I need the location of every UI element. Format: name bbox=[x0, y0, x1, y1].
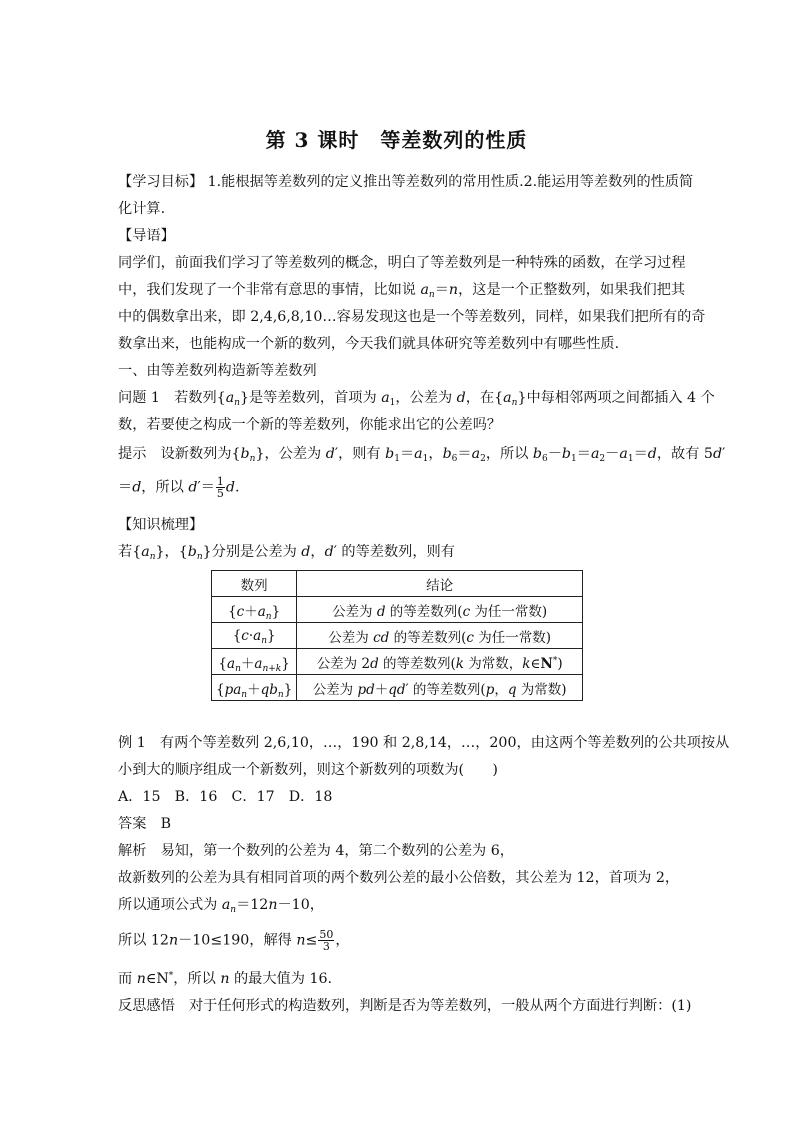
knowledge-label: 【知识梳理】 bbox=[118, 517, 204, 533]
table-cell-sequence: $\{c\cdot a_n\}$ bbox=[212, 623, 297, 649]
table-header-row bbox=[212, 571, 583, 597]
table-cell-sequence: $\{a_n+a_{n+k}\}$ bbox=[212, 649, 297, 675]
fraction-one-fifth: $\frac{1}{5}$ bbox=[216, 475, 224, 500]
reflection-label: 反思感悟 bbox=[118, 998, 175, 1014]
example1-label: 例 1 bbox=[118, 735, 146, 751]
page-title: 第 3 课时 等差数列的性质 bbox=[265, 128, 528, 152]
objective-line-2: 化计算. bbox=[118, 201, 166, 217]
table-cell-conclusion: 公差为 pd＋qd′ 的等差数列(p，q 为常数) bbox=[297, 675, 583, 701]
table-row bbox=[212, 597, 583, 623]
fraction-fifty-thirds: $\frac{50}{3}$ bbox=[319, 928, 334, 953]
table-cell-conclusion: 公差为 2d 的等差数列(k 为常数，k∈N*) bbox=[297, 649, 583, 675]
section-heading: 一、由等差数列构造新等差数列 bbox=[118, 363, 317, 379]
table-cell-sequence: $\{c+a_n\}$ bbox=[212, 597, 297, 623]
table-row bbox=[212, 675, 583, 701]
table-cell-sequence: $\{pa_n+qb_n\}$ bbox=[212, 675, 297, 701]
table-row bbox=[212, 623, 583, 649]
problem1-line-2: 数，若要使之构成一个新的等差数列，你能求出它的公差吗？ bbox=[118, 417, 502, 433]
table-row bbox=[212, 649, 583, 675]
example1-line-2: 小到大的顺序组成一个新数列，则这个新数列的项数为( ) bbox=[118, 762, 498, 778]
knowledge-intro: 若$\{a_n\}$，$\{b_n\}$分别是公差为 d，d′ 的等差数列，则有 bbox=[118, 544, 455, 562]
objective-label: 【学习目标】 bbox=[118, 174, 204, 190]
example1-line-1: 例 1 有两个等差数列 2,6,10，…，190 和 2,8,14，…，200，由这两个等差数列的公共项按从 bbox=[118, 735, 730, 751]
hint-line-1: 提示 设新数列为$\{b_n\}$，公差为 d′，则有 $b_1=a_1$，$b_6=a_2$，所以 $b_6-b_1=a_2-a_1=d$，故有 5d′ bbox=[118, 446, 726, 464]
analysis-line-2: 故新数列的公差为具有相同首项的两个数列公差的最小公倍数，其公差为 12，首项为 2， bbox=[118, 870, 680, 886]
hint-label: 提示 bbox=[118, 446, 147, 462]
table-header: 结论 bbox=[297, 571, 583, 597]
table-header: 数列 bbox=[212, 571, 297, 597]
intro-line-4: 数拿出来，也能构成一个新的数列，今天我们就具体研究等差数列中有哪些性质. bbox=[118, 336, 620, 352]
problem1-line-1: 问题 1 若数列$\{a_n\}$是等差数列，首项为 $a_1$，公差为 d，在$\{a_n\}$中每相邻两项之间都插入 4 个 bbox=[118, 390, 715, 408]
properties-table bbox=[211, 570, 583, 701]
example1-options: A．15 B．16 C．17 D．18 bbox=[118, 789, 333, 805]
analysis-line-3: 所以通项公式为 $a_n=12n-10$， bbox=[118, 897, 324, 915]
analysis-line-1: 解析 易知，第一个数列的公差为 4，第二个数列的公差为 6， bbox=[118, 843, 514, 859]
intro-line-2: 中，我们发现了一个非常有意思的事情，比如说 $a_n=n$，这是一个正整数列，如果我们把其 bbox=[118, 282, 686, 300]
analysis-line-5: 而 n∈N*，所以 n 的最大值为 16. bbox=[118, 971, 333, 987]
hint-line-2: ＝d，所以 d′＝ $\frac{1}{5}$ d. bbox=[118, 475, 240, 500]
problem1-label: 问题 1 bbox=[118, 390, 160, 406]
intro-label: 【导语】 bbox=[118, 228, 175, 244]
table-cell-conclusion: 公差为 d 的等差数列(c 为任一常数) bbox=[297, 597, 583, 623]
intro-line-1: 同学们，前面我们学习了等差数列的概念，明白了等差数列是一种特殊的函数，在学习过程 bbox=[118, 255, 686, 271]
intro-line-3: 中的偶数拿出来，即 2,4,6,8,10…容易发现这也是一个等差数列，同样，如果我们把所有的奇 bbox=[118, 309, 706, 325]
objective-line-1: 【学习目标】 1.能根据等差数列的定义推出等差数列的常用性质.2.能运用等差数列的性质简 bbox=[118, 174, 694, 190]
analysis-label: 解析 bbox=[118, 843, 147, 859]
table-cell-conclusion: 公差为 cd 的等差数列(c 为任一常数) bbox=[297, 623, 583, 649]
reflection-line: 反思感悟 对于任何形式的构造数列，判断是否为等差数列，一般从两个方面进行判断：(1) bbox=[118, 998, 692, 1014]
answer-label: 答案 bbox=[118, 816, 147, 832]
answer-line bbox=[118, 814, 683, 834]
analysis-line-4: 所以 12n－10≤190，解得 n≤ $\frac{50}{3}$ ， bbox=[118, 928, 350, 953]
answer-value: B bbox=[146, 816, 172, 832]
